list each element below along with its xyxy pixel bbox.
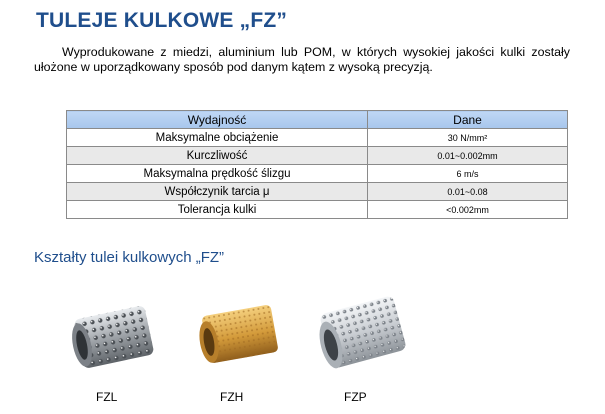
- product-label-fzh: FZH: [220, 390, 244, 404]
- row-value: 30 N/mm²: [368, 129, 568, 147]
- header-data: Dane: [368, 111, 568, 129]
- row-value: <0.002mm: [368, 201, 568, 219]
- table-header-row: [67, 111, 568, 129]
- specs-table: [66, 110, 568, 219]
- page-title: TULEJE KULKOWE „FZ”: [36, 9, 288, 32]
- row-value: 6 m/s: [368, 165, 568, 183]
- row-value: 0.01~0.002mm: [368, 147, 568, 165]
- fzp-bushing-image: [305, 290, 415, 380]
- fzh-bushing-image: [185, 290, 295, 380]
- row-label: Tolerancja kulki: [67, 201, 368, 219]
- row-label: Kurczliwość: [67, 147, 368, 165]
- product-label-fzl: FZL: [96, 390, 118, 404]
- table-row: [67, 201, 568, 219]
- row-value: 0.01~0.08: [368, 183, 568, 201]
- intro-paragraph: Wyprodukowane z miedzi, aluminium lub POM, w których wysokiej jakości kulki zostały ułożone w uporządkowany sposób pod danym kątem z wysoką precyzją.: [34, 45, 570, 74]
- section-subtitle: Kształty tulei kulkowych „FZ”: [34, 249, 225, 266]
- fzl-bushing-image: [60, 290, 170, 380]
- table-row: [67, 129, 568, 147]
- table-row: [67, 165, 568, 183]
- product-label-fzp: FZP: [344, 390, 367, 404]
- row-label: Maksymalna prędkość ślizgu: [67, 165, 368, 183]
- table-row: [67, 183, 568, 201]
- header-performance: Wydajność: [67, 111, 368, 129]
- row-label: Współczynik tarcia μ: [67, 183, 368, 201]
- row-label: Maksymalne obciążenie: [67, 129, 368, 147]
- table-row: [67, 147, 568, 165]
